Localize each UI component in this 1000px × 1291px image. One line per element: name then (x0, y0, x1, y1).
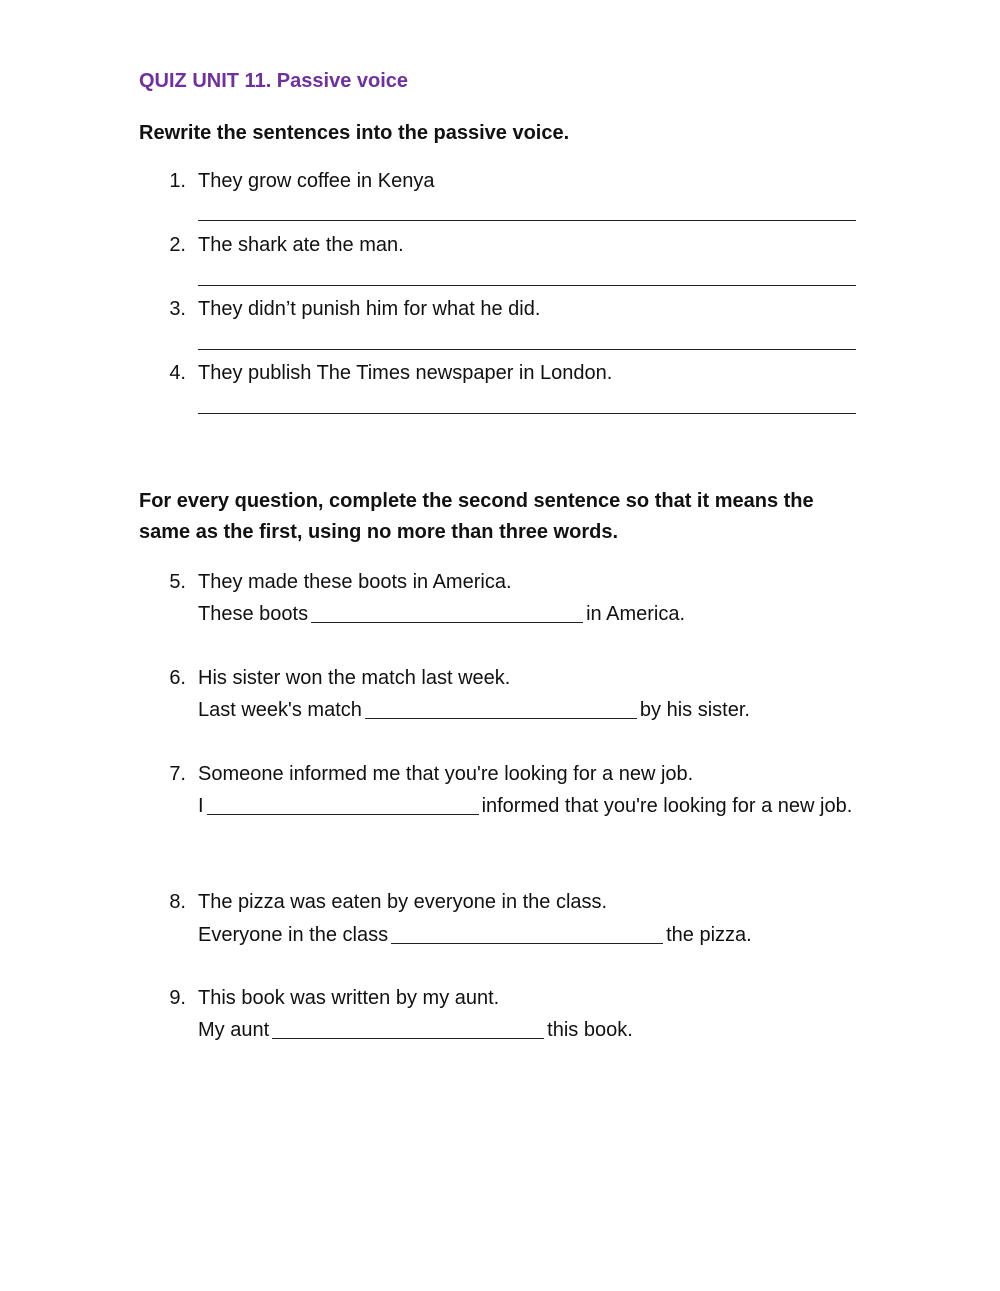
item-number: 4. (169, 362, 186, 384)
answer-blank[interactable] (365, 698, 637, 719)
answer-line[interactable] (198, 413, 856, 414)
section1-instruction: Rewrite the sentences into the passive voice. (139, 122, 570, 144)
item-number: 5. (169, 571, 186, 593)
item-sentence: They made these boots in America. (198, 571, 512, 593)
section2-instruction: For every question, complete the second sentence so that it means the same as the first, using no more than three words. (139, 490, 814, 543)
item-sentence: They publish The Times newspaper in London. (198, 362, 613, 384)
answer-blank[interactable] (311, 602, 583, 623)
completion-sentence (198, 598, 685, 630)
item-sentence: His sister won the match last week. (198, 667, 511, 689)
item-number: 6. (169, 667, 186, 689)
item-sentence: They grow coffee in Kenya (198, 170, 435, 192)
item-number: 1. (169, 170, 186, 192)
item-number: 7. (169, 763, 186, 785)
completion-before: I (198, 795, 204, 817)
item-number: 8. (169, 891, 186, 913)
completion-before: These boots (198, 603, 309, 625)
item-sentence: The pizza was eaten by everyone in the class. (198, 891, 608, 913)
item-number: 3. (169, 298, 186, 320)
answer-blank[interactable] (207, 794, 479, 815)
answer-blank[interactable] (391, 923, 663, 944)
item-number: 2. (169, 234, 186, 256)
item-sentence: They didn’t punish him for what he did. (198, 298, 541, 320)
answer-line[interactable] (198, 349, 856, 350)
completion-after: in America. (586, 603, 686, 625)
completion-after: informed that you're looking for a new job. (481, 795, 853, 817)
completion-sentence (198, 919, 752, 951)
completion-sentence (198, 790, 853, 822)
page-title: QUIZ UNIT 11. Passive voice (139, 70, 409, 92)
answer-line[interactable] (198, 220, 856, 221)
completion-before: My aunt (198, 1019, 270, 1041)
completion-before: Everyone in the class (198, 924, 389, 946)
item-number: 9. (169, 987, 186, 1009)
item-sentence: Someone informed me that you're looking for a new job. (198, 763, 694, 785)
answer-line[interactable] (198, 285, 856, 286)
completion-after: the pizza. (666, 924, 752, 946)
answer-blank[interactable] (272, 1018, 544, 1039)
item-sentence: The shark ate the man. (198, 234, 404, 256)
completion-sentence (198, 694, 750, 726)
completion-after: by his sister. (639, 699, 750, 721)
completion-before: Last week's match (198, 699, 362, 721)
completion-sentence (198, 1014, 633, 1046)
item-sentence: This book was written by my aunt. (198, 987, 500, 1009)
completion-after: this book. (547, 1019, 633, 1041)
